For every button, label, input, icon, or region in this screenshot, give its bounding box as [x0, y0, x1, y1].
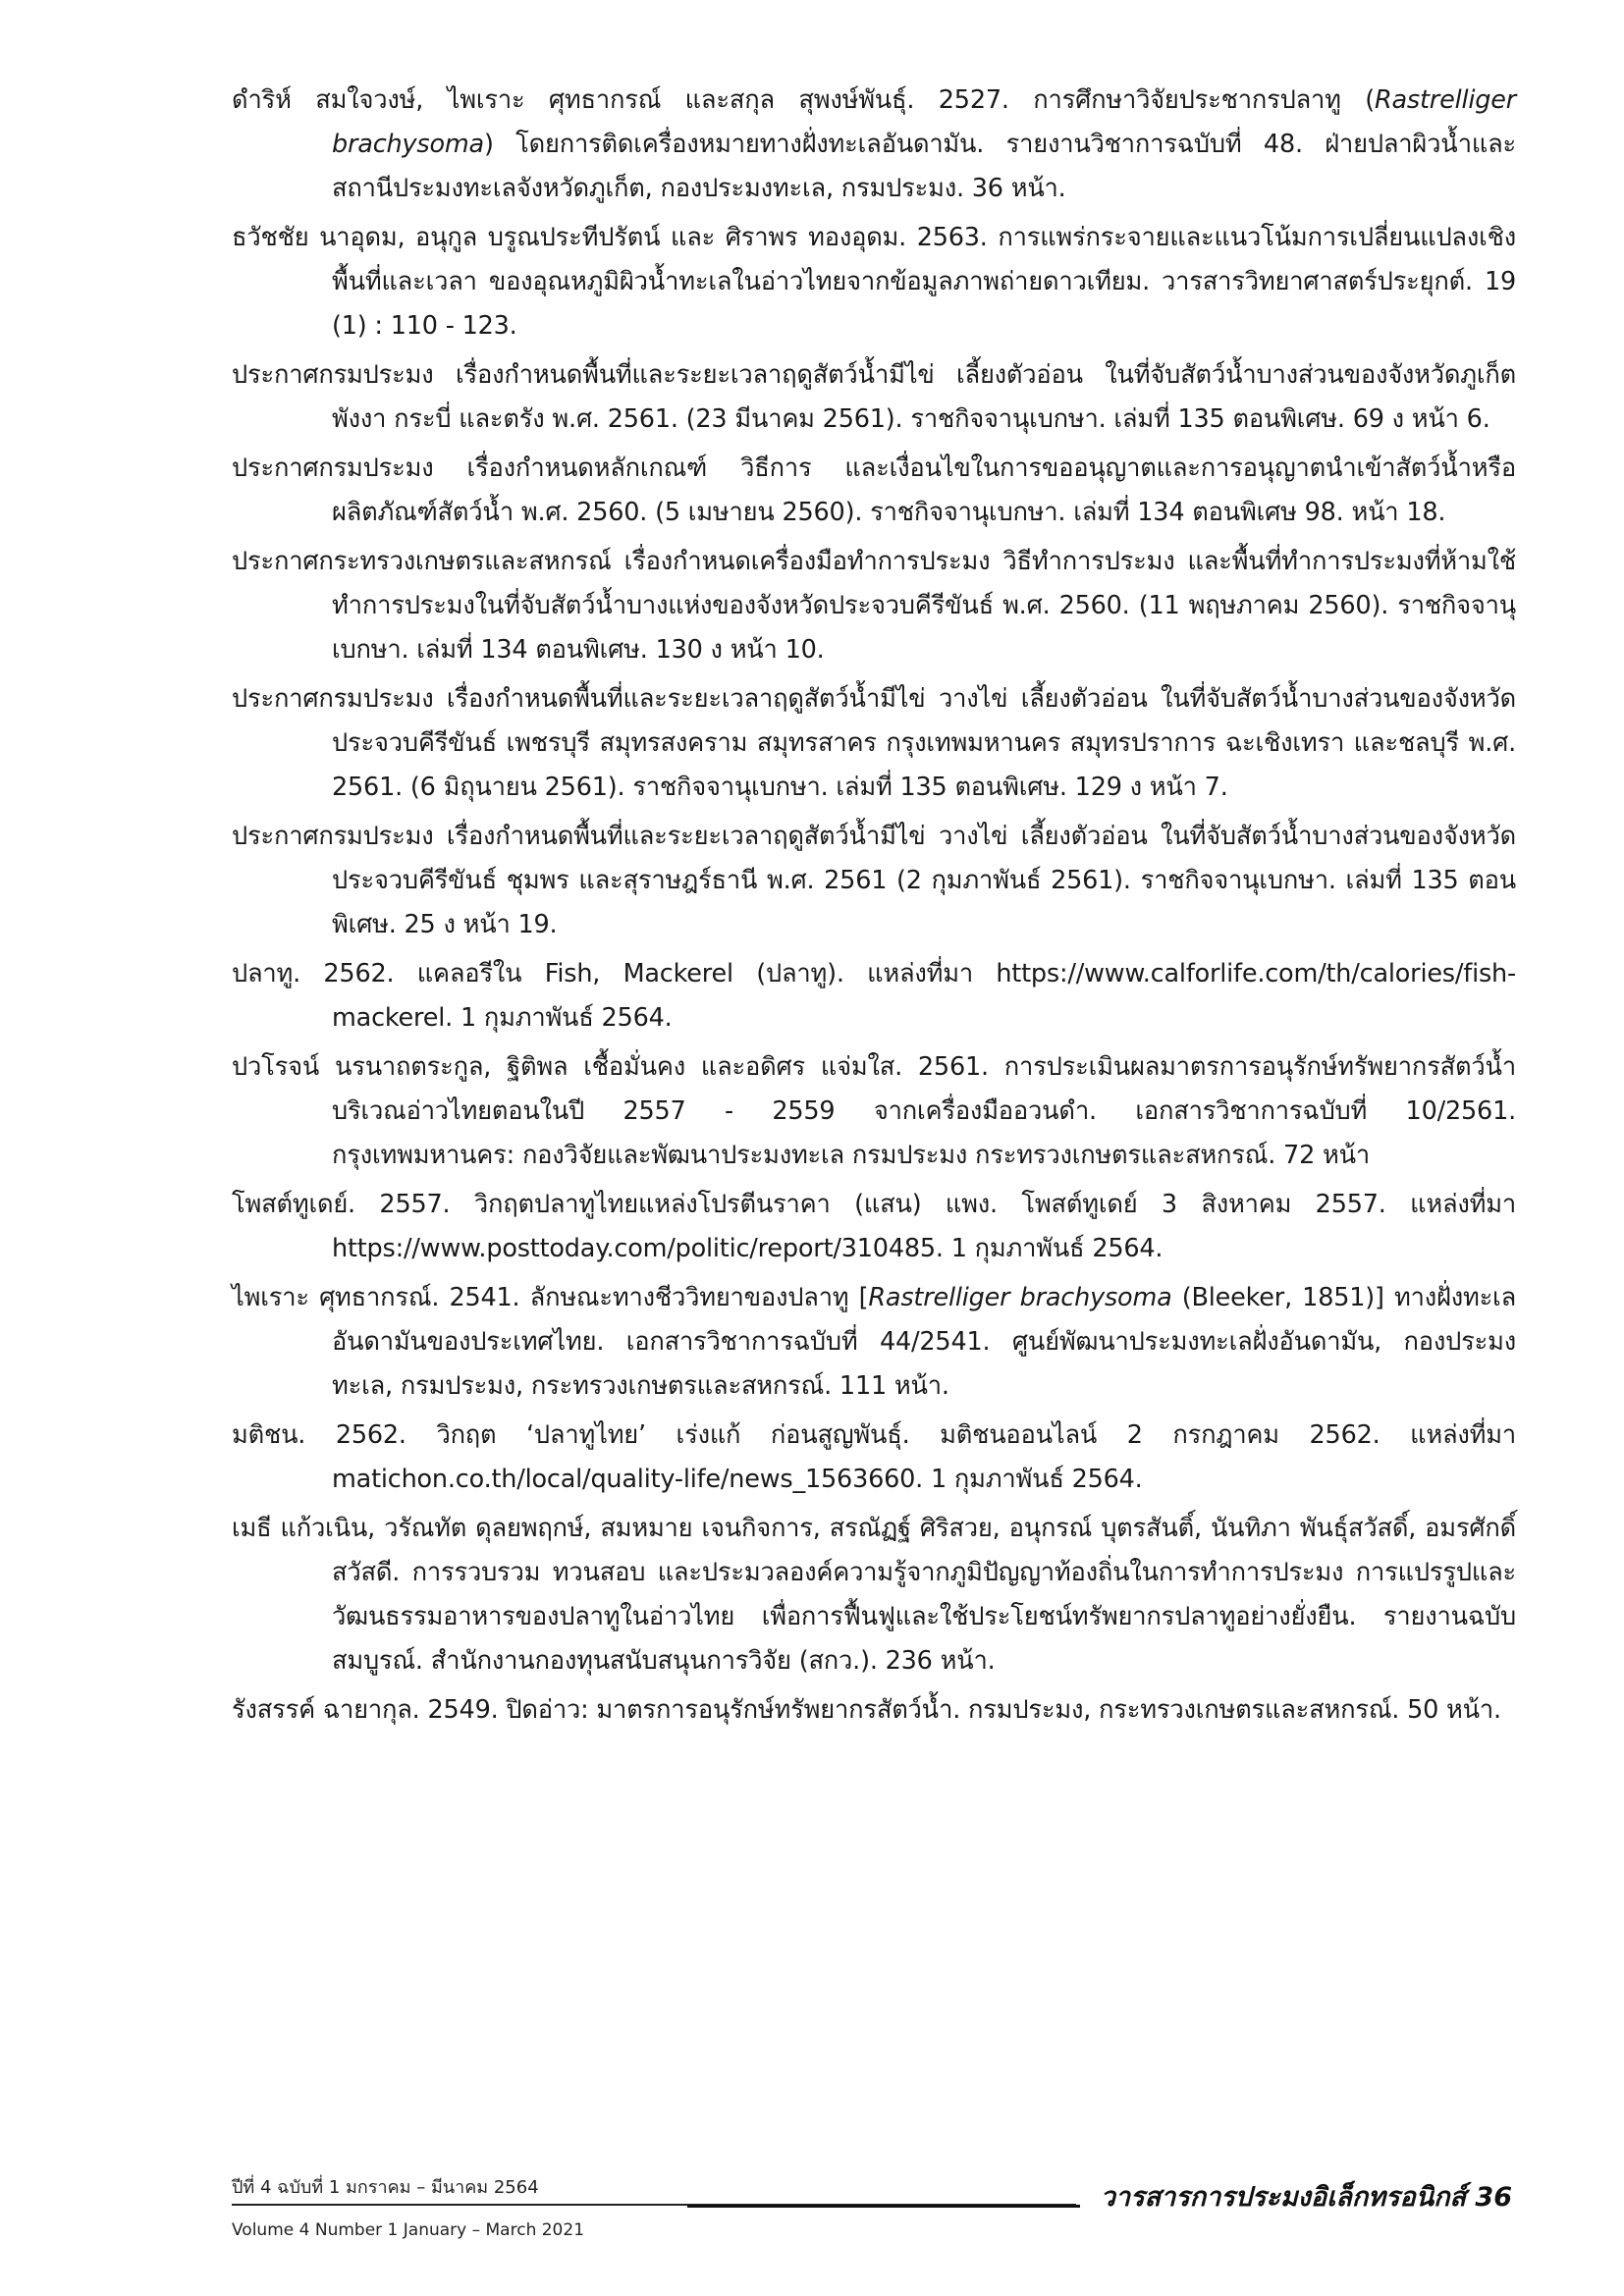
- footer-divider: [687, 2205, 1080, 2208]
- reference-entry: [232, 1414, 1516, 1502]
- reference-entry: [232, 79, 1516, 211]
- reference-entry: [232, 216, 1516, 348]
- reference-text: รังสรรค์ ฉายากุล. 2549. ปิดอ่าว: มาตรการอนุรักษ์ทรัพยากรสัตว์น้ำ. กรมประมง, กระทรวงเกษตรและสหกรณ์. 50 หน้า.: [232, 1695, 1501, 1725]
- reference-text: ธวัชชัย นาอุดม, อนุกูล บรูณประทีปรัตน์ และ ศิราพร ทองอุดม. 2563. การแพร่กระจายและแนวโน้มการเปลี่ยนแปลงเชิงพื้นที่และเวลา ของอุณหภูมิผิวน้ำทะเลในอ่าวไทยจากข้อมูลภาพถ่ายดาวเทียม. วารสารวิทยาศาสตร์ประยุกต์. 19 (1) : 110 - 123.: [232, 223, 1516, 341]
- reference-entry: [232, 1183, 1516, 1271]
- reference-entry: [232, 677, 1516, 810]
- reference-entry: [232, 1276, 1516, 1409]
- footer-issue: ปีที่ 4 ฉบับที่ 1 มกราคม – มีนาคม 2564: [232, 2175, 1076, 2206]
- reference-entry: [232, 952, 1516, 1041]
- reference-text: ประกาศกรมประมง เรื่องกำหนดพื้นที่และระยะเวลาฤดูสัตว์น้ำมีไข่ เลี้ยงตัวอ่อน ในที่จับสัตว์น้ำบางส่วนของจังหวัดภูเก็ต พังงา กระบี่ และตรัง พ.ศ. 2561. (23 มีนาคม 2561). ราชกิจจานุเบกษา. เล่มที่ 135 ตอนพิเศษ. 69 ง หน้า 6.: [232, 360, 1516, 434]
- journal-name: วารสารการประมงอิเล็กทรอนิกส์: [1100, 2182, 1467, 2213]
- reference-entry: [232, 353, 1516, 442]
- reference-list: [232, 79, 1516, 1737]
- page-number: 36: [1475, 2182, 1512, 2213]
- reference-text-cont: ) โดยการติดเครื่องหมายทางฝั่งทะเลอันดามัน. รายงานวิชาการฉบับที่ 48. ฝ่ายปลาผิวน้ำและสถานีประมงทะเลจังหวัดภูเก็ต, กองประมงทะเล, กรมประมง. 36 หน้า.: [332, 130, 1516, 203]
- reference-entry: [232, 447, 1516, 535]
- species-name: Rastrelliger brachysoma: [868, 1283, 1172, 1312]
- reference-text: เมธี แก้วเนิน, วรัณทัต ดุลยพฤกษ์, สมหมาย เจนกิจการ, สรณัฏฐ์ ศิริสวย, อนุกรณ์ บุตรสันติ์, นันทิภา พันธุ์สวัสดิ์, อมรศักดิ์ สวัสดี. การรวบรวม ทวนสอบ และประมวลองค์ความรู้จากภูมิปัญญาท้องถิ่นในการทำการประมง การแปรรูปและวัฒนธรรมอาหารของปลาทูในอ่าวไทย เพื่อการฟื้นฟูและใช้ประโยชน์ทรัพยากรปลาทูอย่างยั่งยืน. รายงานฉบับสมบูรณ์. สำนักงานกองทุนสนับสนุนการวิจัย (สกว.). 236 หน้า.: [232, 1514, 1516, 1676]
- reference-text: ปวโรจน์ นรนาถตระกูล, ฐิติพล เชื้อมั่นคง และอดิศร แจ่มใส. 2561. การประเมินผลมาตรการอนุรักษ์ทรัพยากรสัตว์น้ำบริเวณอ่าวไทยตอนในปี 2557 - 2559 จากเครื่องมืออวนดำ. เอกสารวิชาการฉบับที่ 10/2561. กรุงเทพมหานคร: กองวิจัยและพัฒนาประมงทะเล กรมประมง กระทรวงเกษตรและสหกรณ์. 72 หน้า: [232, 1052, 1516, 1170]
- reference-text: ประกาศกรมประมง เรื่องกำหนดพื้นที่และระยะเวลาฤดูสัตว์น้ำมีไข่ วางไข่ เลี้ยงตัวอ่อน ในที่จับสัตว์น้ำบางส่วนของจังหวัดประจวบคีรีขันธ์ ชุมพร และสุราษฎร์ธานี พ.ศ. 2561 (2 กุมภาพันธ์ 2561). ราชกิจจานุเบกษา. เล่มที่ 135 ตอนพิเศษ. 25 ง หน้า 19.: [232, 822, 1516, 939]
- reference-text: มติชน. 2562. วิกฤต ‘ปลาทูไทย’ เร่งแก้ ก่อนสูญพันธุ์. มติชนออนไลน์ 2 กรกฎาคม 2562. แหล่งที่มา matichon.co.th/local/quality-life/news_1563660. 1 กุมภาพันธ์ 2564.: [232, 1420, 1516, 1494]
- reference-entry: [232, 1045, 1516, 1178]
- footer-volume: Volume 4 Number 1 January – March 2021: [232, 2220, 585, 2240]
- species-name: Rastrelliger brachysoma: [332, 85, 1516, 159]
- reference-text: ประกาศกรมประมง เรื่องกำหนดพื้นที่และระยะเวลาฤดูสัตว์น้ำมีไข่ วางไข่ เลี้ยงตัวอ่อน ในที่จับสัตว์น้ำบางส่วนของจังหวัดประจวบคีรีขันธ์ เพชรบุรี สมุทรสงคราม สมุทรสาคร กรุงเทพมหานคร สมุทรปราการ ฉะเชิงเทรา และชลบุรี พ.ศ. 2561. (6 มิถุนายน 2561). ราชกิจจานุเบกษา. เล่มที่ 135 ตอนพิเศษ. 129 ง หน้า 7.: [232, 684, 1516, 802]
- reference-text: ประกาศกระทรวงเกษตรและสหกรณ์ เรื่องกำหนดเครื่องมือทำการประมง วิธีทำการประมง และพื้นที่ทำการประมงที่ห้ามใช้ทำการประมงในที่จับสัตว์น้ำบางแห่งของจังหวัดประจวบคีรีขันธ์ พ.ศ. 2560. (11 พฤษภาคม 2560). ราชกิจจานุเบกษา. เล่มที่ 134 ตอนพิเศษ. 130 ง หน้า 10.: [232, 547, 1516, 665]
- reference-entry: [232, 1688, 1516, 1733]
- reference-text: ไพเราะ ศุทธากรณ์. 2541. ลักษณะทางชีววิทยาของปลาทู [: [232, 1283, 869, 1312]
- reference-text: ปลาทู. 2562. แคลอรีใน Fish, Mackerel (ปลาทู). แหล่งที่มา https://www.calforlife.com/th/calories/fish-mackerel. 1 กุมภาพันธ์ 2564.: [232, 959, 1516, 1033]
- reference-entry: [232, 815, 1516, 947]
- footer-issue-info: [232, 2175, 1076, 2243]
- reference-text-cont: (Bleeker, 1851)] ทางฝั่งทะเลอันดามันของประเทศไทย. เอกสารวิชาการฉบับที่ 44/2541. ศูนย์พัฒนาประมงทะเลฝั่งอันดามัน, กองประมงทะเล, กรมประมง, กระทรวงเกษตรและสหกรณ์. 111 หน้า.: [332, 1283, 1517, 1401]
- reference-entry: [232, 1507, 1516, 1683]
- reference-text: ดำริห์ สมใจวงษ์, ไพเราะ ศุทธากรณ์ และสกุล สุพงษ์พันธุ์. 2527. การศึกษาวิจัยประชากรปลาทู (: [232, 85, 1375, 115]
- footer-journal: [1080, 2175, 1512, 2217]
- reference-text: โพสต์ทูเดย์. 2557. วิกฤตปลาทูไทยแหล่งโปรตีนราคา (แสน) แพง. โพสต์ทูเดย์ 3 สิงหาคม 2557. แหล่งที่มา https://www.posttoday.com/politic/report/310485. 1 กุมภาพันธ์ 2564.: [232, 1190, 1516, 1263]
- reference-entry: [232, 540, 1516, 672]
- reference-text: ประกาศกรมประมง เรื่องกำหนดหลักเกณฑ์ วิธีการ และเงื่อนไขในการขออนุญาตและการอนุญาตนำเข้าสัตว์น้ำหรือผลิตภัณฑ์สัตว์น้ำ พ.ศ. 2560. (5 เมษายน 2560). ราชกิจจานุเบกษา. เล่มที่ 134 ตอนพิเศษ 98. หน้า 18.: [232, 454, 1516, 527]
